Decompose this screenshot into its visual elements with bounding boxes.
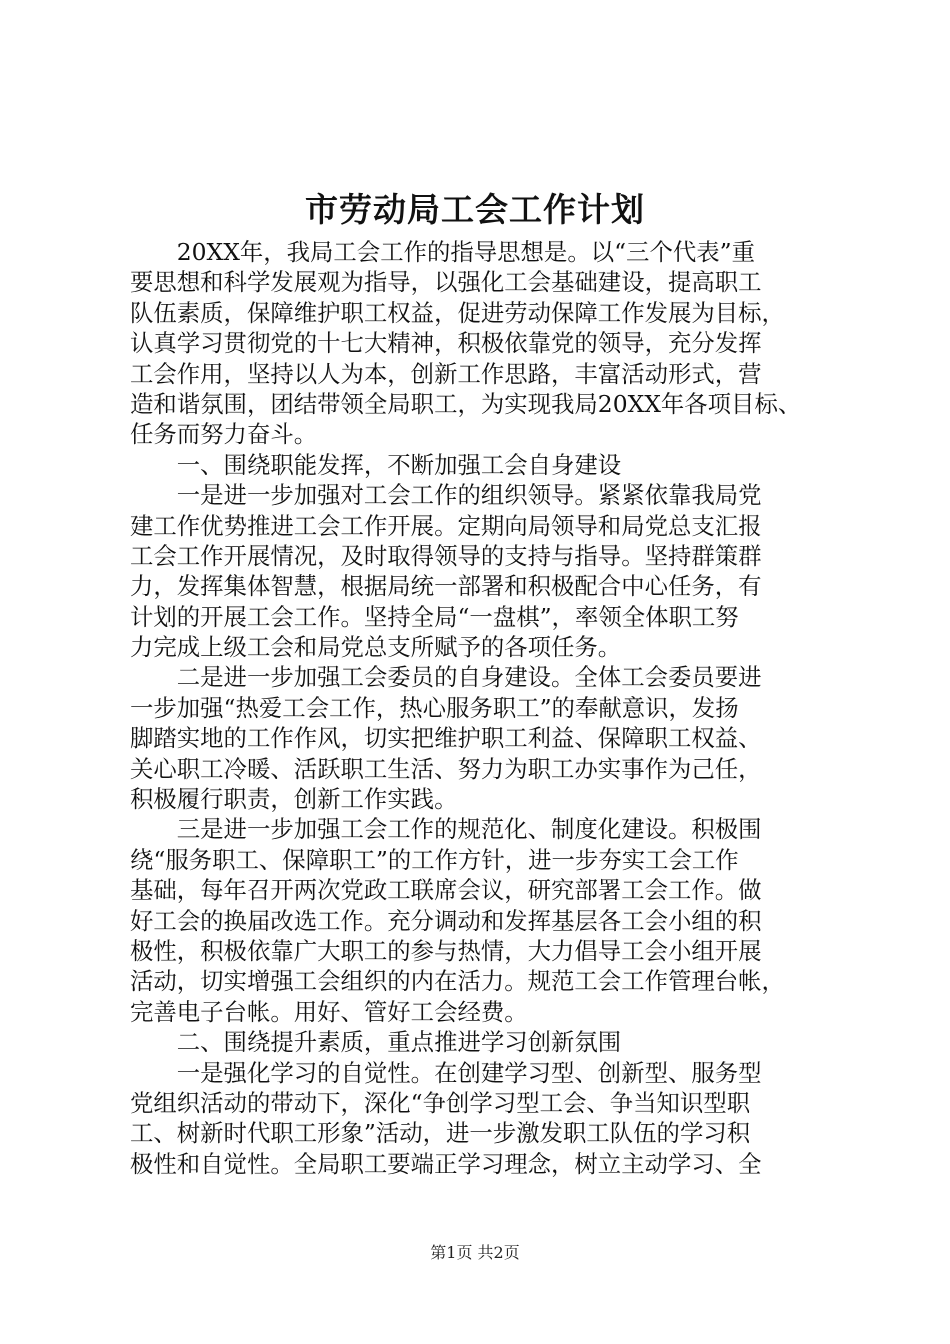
body-line: 工会作用，坚持以人为本，创新工作思路，丰富活动形式，营 xyxy=(130,359,762,388)
body-line: 力完成上级工会和局党总支所赋予的各项任务。 xyxy=(130,633,622,662)
body-line: 20XX年，我局工会工作的指导思想是。以“三个代表”重 xyxy=(130,238,755,266)
body-line: 脚踏实地的工作作风，切实把维护职工利益、保障职工权益、 xyxy=(130,724,762,753)
body-line: 工、树新时代职工形象”活动，进一步激发职工队伍的学习积 xyxy=(130,1119,751,1148)
section-heading: 二、围绕提升素质，重点推进学习创新氛围 xyxy=(130,1028,622,1057)
body-line: 一是强化学习的自觉性。在创建学习型、创新型、服务型 xyxy=(130,1058,762,1087)
body-line: 计划的开展工会工作。坚持全局“一盘棋”，率领全体职工努 xyxy=(130,602,739,631)
body-line: 造和谐氛围，团结带领全局职工，为实现我局20XX年各项目标、 xyxy=(130,389,802,418)
body-line: 认真学习贯彻党的十七大精神，积极依靠党的领导，充分发挥 xyxy=(130,329,762,358)
body-line: 队伍素质，保障维护职工权益，促进劳动保障工作发展为目标， xyxy=(130,298,785,327)
body-line: 要思想和科学发展观为指导，以强化工会基础建设，提高职工 xyxy=(130,268,762,297)
page-footer: 第1页 共2页 xyxy=(430,1243,520,1262)
body-line: 完善电子台帐。用好、管好工会经费。 xyxy=(130,997,528,1026)
body-line: 关心职工冷暖、活跃职工生活、努力为职工办实事作为己任， xyxy=(130,754,762,783)
body-line: 极性，积极依靠广大职工的参与热情，大力倡导工会小组开展 xyxy=(130,936,762,965)
body-line: 好工会的换届改选工作。充分调动和发挥基层各工会小组的积 xyxy=(130,906,762,935)
body-line: 一步加强“热爱工会工作，热心服务职工”的奉献意识，发扬 xyxy=(130,693,739,722)
body-line: 建工作优势推进工会工作开展。定期向局领导和局党总支汇报 xyxy=(130,511,762,540)
body-line: 极性和自觉性。全局职工要端正学习理念，树立主动学习、全 xyxy=(130,1149,762,1178)
body-line: 绕“服务职工、保障职工”的工作方针，进一步夯实工会工作 xyxy=(130,845,739,874)
section-heading: 一、围绕职能发挥，不断加强工会自身建设 xyxy=(130,450,622,479)
document-body xyxy=(130,237,830,1179)
body-line: 积极履行职责，创新工作实践。 xyxy=(130,785,458,814)
body-line: 活动，切实增强工会组织的内在活力。规范工会工作管理台帐， xyxy=(130,967,785,996)
document-title: 市劳动局工会工作计划 xyxy=(305,190,645,229)
body-line: 党组织活动的带动下，深化“争创学习型工会、争当知识型职 xyxy=(130,1088,751,1117)
body-line: 任务而努力奋斗。 xyxy=(130,420,318,449)
body-line: 基础，每年召开两次党政工联席会议，研究部署工会工作。做 xyxy=(130,876,762,905)
body-line: 力，发挥集体智慧，根据局统一部署和积极配合中心任务，有 xyxy=(130,572,762,601)
body-line: 二是进一步加强工会委员的自身建设。全体工会委员要进 xyxy=(130,663,762,692)
body-line: 三是进一步加强工会工作的规范化、制度化建设。积极围 xyxy=(130,815,762,844)
body-line: 一是进一步加强对工会工作的组织领导。紧紧依靠我局党 xyxy=(130,481,762,510)
body-line: 工会工作开展情况，及时取得领导的支持与指导。坚持群策群 xyxy=(130,541,762,570)
